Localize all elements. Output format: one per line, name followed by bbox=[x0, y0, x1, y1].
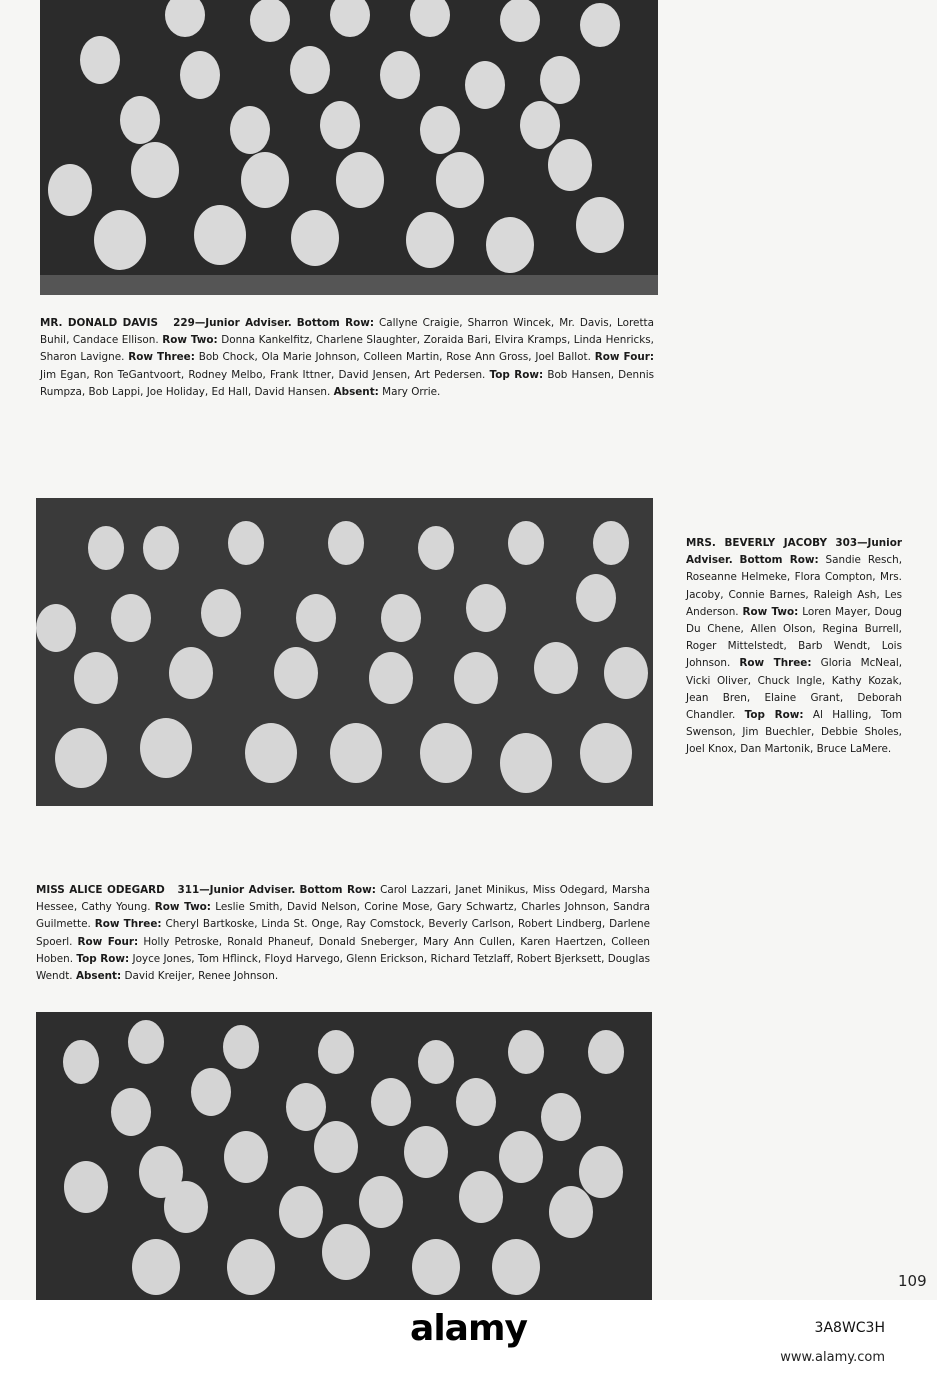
caption-jacoby bbox=[686, 535, 902, 759]
row-names: Joyce Jones, Tom Hflinck, Floyd Harvego, Glenn Erickson, Richard Tetzlaff, Robert Bjerksett, Douglas Wendt. bbox=[36, 952, 650, 983]
caption-odegard bbox=[36, 882, 650, 985]
adviser-role: —Junior Adviser. bbox=[194, 317, 292, 329]
row-label: Row Two: bbox=[154, 901, 211, 914]
row-label: Bottom Row: bbox=[299, 884, 376, 896]
row-names: Cheryl Bartkoske, Linda St. Onge, Ray Comstock, Beverly Carlson, Robert Lindberg, Darlene Spoerl. bbox=[36, 918, 650, 948]
row-label: Row Four: bbox=[594, 351, 655, 364]
site-url: www.alamy.com bbox=[780, 1350, 885, 1365]
row-names: Al Halling, Tom Swenson, Jim Buechler, Debbie Sholes, Joel Knox, Dan Martonik, Bruce LaMere. bbox=[686, 709, 902, 756]
adviser-role: —Junior Adviser. bbox=[199, 884, 296, 896]
room-number: 311 bbox=[177, 884, 200, 896]
adviser-name: MISS ALICE ODEGARD bbox=[36, 884, 165, 896]
adviser-name: MRS. BEVERLY JACOBY bbox=[686, 537, 828, 549]
row-names: Sandie Resch, Roseanne Helmeke, Flora Compton, Mrs. Jacoby, Connie Barnes, Raleigh Ash, Les Anderson. bbox=[686, 554, 902, 618]
row-names: Mary Orrie. bbox=[382, 385, 441, 398]
class-photo-odegard-image bbox=[36, 1012, 652, 1300]
row-names: Jim Egan, Ron TeGantvoort, Rodney Melbo, Frank Ittner, David Jensen, Art Pedersen. bbox=[40, 368, 486, 381]
row-names: Bob Chock, Ola Marie Johnson, Colleen Martin, Rose Ann Gross, Joel Ballot. bbox=[198, 351, 591, 364]
row-names: Loren Mayer, Doug Du Chene, Allen Olson, Regina Burrell, Roger Mittelstedt, Barb Wendt, Lois Johnson. bbox=[686, 605, 902, 670]
row-label: Bottom Row: bbox=[739, 554, 819, 567]
row-names: Donna Kankelfitz, Charlene Slaughter, Zoraida Bari, Elvira Kramps, Linda Henricks, Sharon Lavigne. bbox=[40, 334, 654, 364]
row-names: Gloria McNeal, Vicki Oliver, Chuck Ingle, Kathy Kozak, Jean Bren, Elaine Grant, Deborah Chandler. bbox=[686, 657, 903, 722]
row-label: Row Three: bbox=[739, 657, 812, 670]
row-names: Callyne Craigie, Sharron Wincek, Mr. Davis, Loretta Buhil, Candace Ellison. bbox=[40, 317, 654, 347]
room-number: 303 bbox=[835, 537, 858, 549]
caption-davis bbox=[40, 315, 654, 401]
row-label: Row Three: bbox=[128, 351, 195, 364]
row-label: Row Three: bbox=[94, 918, 162, 931]
row-label: Row Two: bbox=[742, 605, 799, 618]
class-photo-davis-image bbox=[40, 0, 658, 295]
image-id: 3A8WC3H bbox=[814, 1320, 885, 1336]
class-photo-davis bbox=[40, 0, 658, 295]
row-names: Holly Petroske, Ronald Phaneuf, Donald Sneberger, Mary Ann Cullen, Karen Haertzen, Colleen Hoben. bbox=[36, 935, 650, 965]
room-number: 229 bbox=[173, 317, 195, 329]
alamy-logo: alamy bbox=[410, 1308, 527, 1349]
row-label: Top Row: bbox=[744, 709, 804, 722]
row-label: Absent: bbox=[75, 970, 122, 983]
row-label: Row Four: bbox=[77, 935, 139, 948]
row-names: Carol Lazzari, Janet Minikus, Miss Odegard, Marsha Hessee, Cathy Young. bbox=[36, 884, 650, 914]
row-label: Top Row: bbox=[76, 952, 130, 965]
row-names: David Kreijer, Renee Johnson. bbox=[124, 970, 279, 983]
adviser-name: MR. DONALD DAVIS bbox=[40, 317, 158, 329]
row-names: Bob Hansen, Dennis Rumpza, Bob Lappi, Joe Holiday, Ed Hall, David Hansen. bbox=[40, 368, 655, 398]
adviser-role: —Junior Adviser. bbox=[686, 537, 902, 567]
row-label: Absent: bbox=[333, 385, 379, 398]
class-photo-odegard bbox=[36, 1012, 652, 1300]
class-photo-jacoby-image bbox=[36, 498, 653, 806]
row-label: Top Row: bbox=[489, 368, 544, 381]
row-label: Row Two: bbox=[162, 334, 218, 347]
row-label: Bottom Row: bbox=[296, 317, 374, 329]
class-photo-jacoby bbox=[36, 498, 653, 806]
page-number: 109 bbox=[898, 1272, 927, 1290]
row-names: Leslie Smith, David Nelson, Corine Mose, Gary Schwartz, Charles Johnson, Sandra Guilmette. bbox=[36, 901, 650, 931]
